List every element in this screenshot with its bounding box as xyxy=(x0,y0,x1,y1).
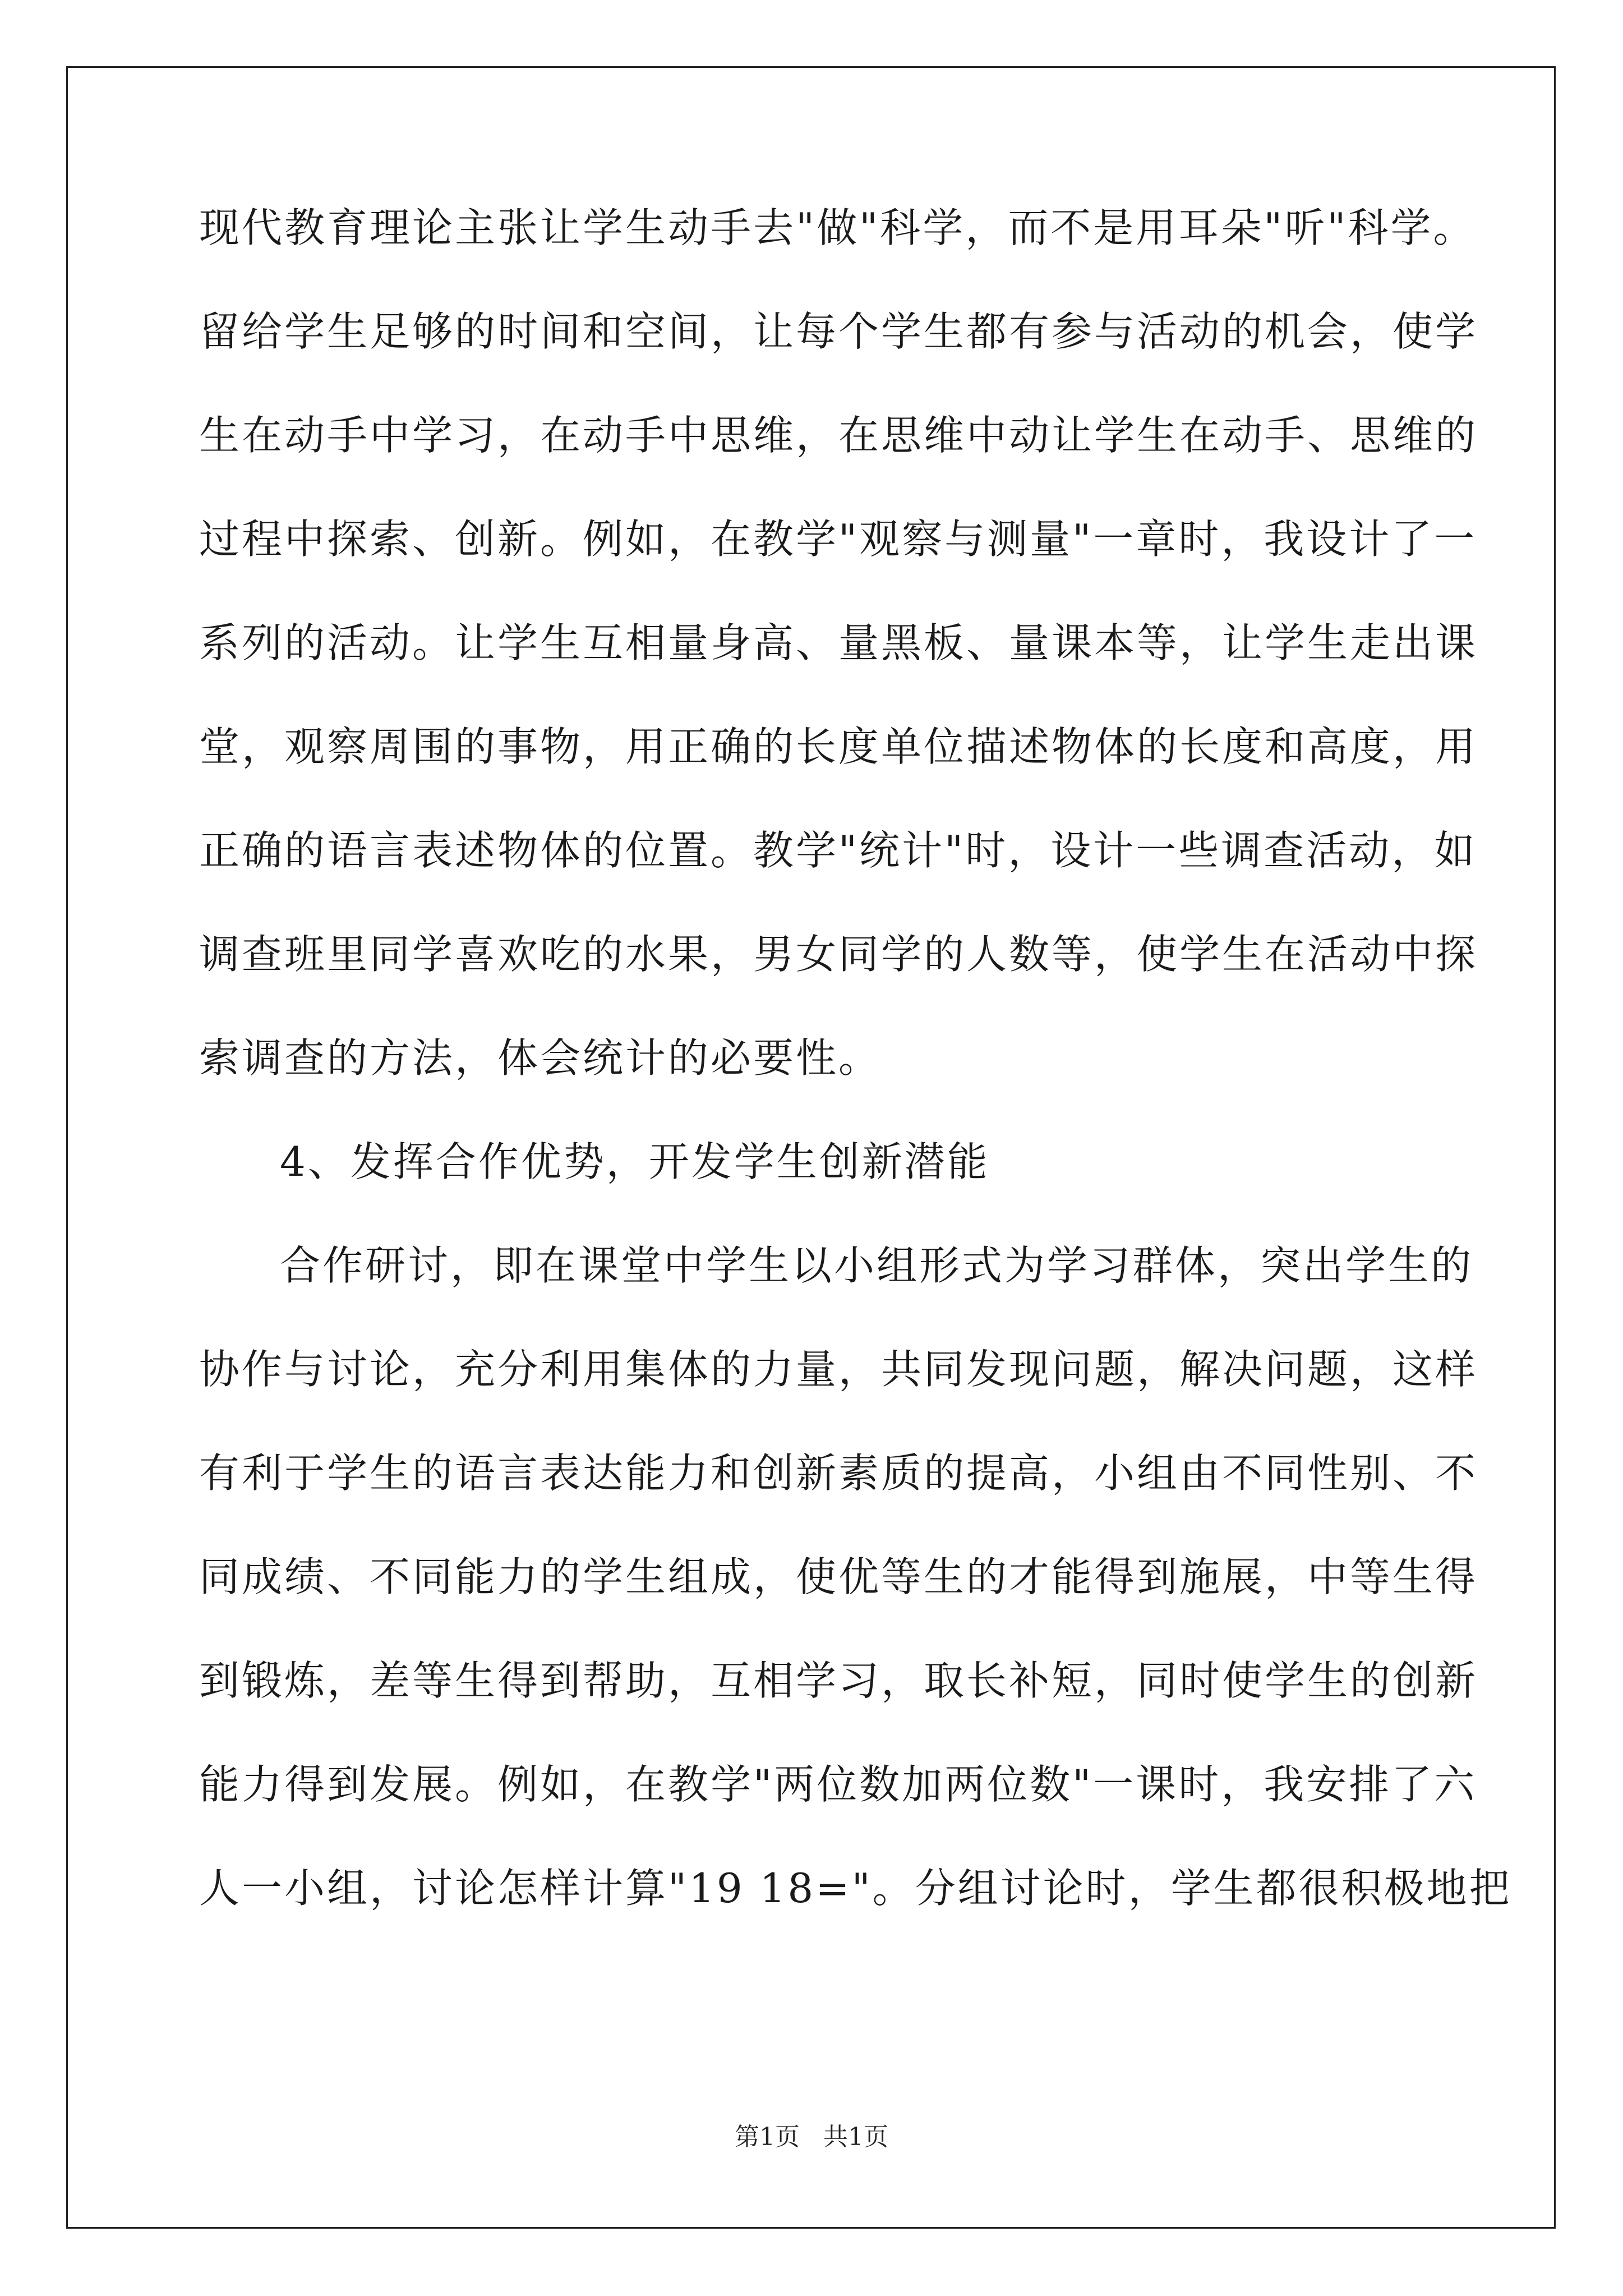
text-line: 同成绩、不同能力的学生组成，使优等生的才能得到施展，中等生得 xyxy=(199,1553,1478,1600)
paragraph-first-line: 合作研讨，即在课堂中学生以小组形式为学习群体，突出学生的 xyxy=(280,1242,1474,1289)
text-line: 留给学生足够的时间和空间，让每个学生都有参与活动的机会，使学 xyxy=(199,308,1478,355)
text-line: 能力得到发展。例如，在教学"两位数加两位数"一课时，我安排了六 xyxy=(199,1761,1477,1808)
text-line: 堂，观察周围的事物，用正确的长度单位描述物体的长度和高度，用 xyxy=(199,723,1478,770)
text-line: 现代教育理论主张让学生动手去"做"科学，而不是用耳朵"听"科学。 xyxy=(199,204,1476,251)
text-line: 索调查的方法，体会统计的必要性。 xyxy=(199,1034,882,1082)
text-line: 正确的语言表述物体的位置。教学"统计"时，设计一些调查活动，如 xyxy=(199,827,1477,874)
page-number-footer: 第1页 共1页 xyxy=(735,2123,888,2151)
document-body xyxy=(199,204,1512,1912)
text-line: 到锻炼，差等生得到帮助，互相学习，取长补短，同时使学生的创新 xyxy=(199,1657,1478,1704)
text-line: 协作与讨论，充分利用集体的力量，共同发现问题，解决问题，这样 xyxy=(199,1346,1478,1393)
text-line: 调查班里同学喜欢吃的水果，男女同学的人数等，使学生在活动中探 xyxy=(199,931,1478,978)
text-line: 人一小组，讨论怎样计算"19 18="。分组讨论时，学生都很积极地把 xyxy=(199,1865,1512,1912)
text-line: 有利于学生的语言表达能力和创新素质的提高，小组由不同性别、不 xyxy=(199,1450,1478,1497)
text-line: 过程中探索、创新。例如，在教学"观察与测量"一章时，我设计了一 xyxy=(199,516,1477,563)
text-line: 系列的活动。让学生互相量身高、量黑板、量课本等，让学生走出课 xyxy=(199,619,1478,666)
text-line: 生在动手中学习，在动手中思维，在思维中动让学生在动手、思维的 xyxy=(199,412,1478,459)
section-heading: 4、发挥合作优势，开发学生创新潜能 xyxy=(280,1138,990,1185)
